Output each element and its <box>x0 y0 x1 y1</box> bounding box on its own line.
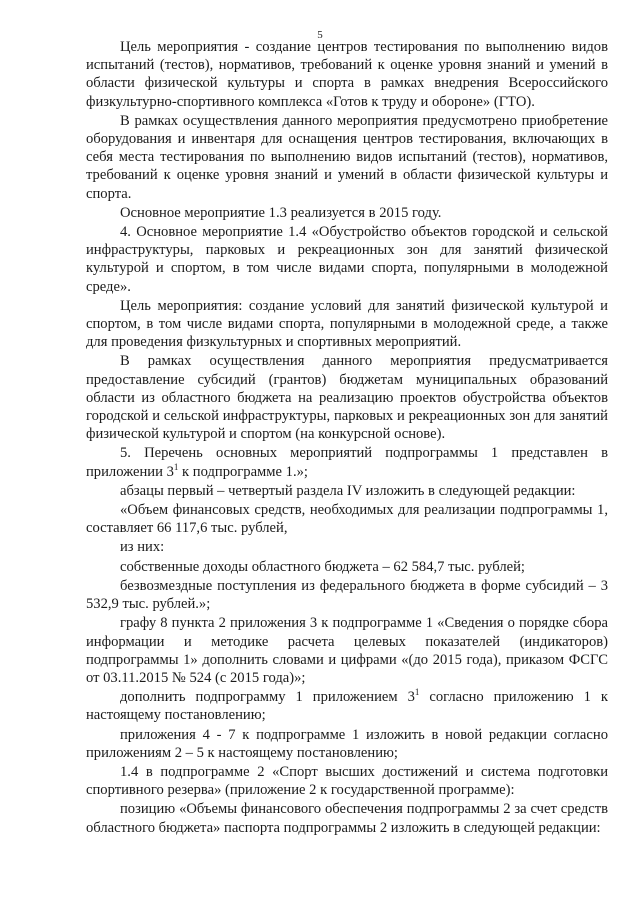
paragraph-list-of-events <box>86 444 608 480</box>
paragraph-subprogram-2: 1.4 в подпрограмме 2 «Спорт высших достижений и система подготовки спортивного резерва» (приложение 2 к государственной программе): <box>86 763 608 799</box>
p7-before: 5. Перечень основных мероприятий подпрограммы 1 представлен в приложении 3 <box>86 445 608 480</box>
paragraph-add-appendix <box>86 688 608 724</box>
paragraph-of-them: из них: <box>120 539 165 556</box>
p7-after: к подпрограмме 1.»; <box>178 463 308 480</box>
paragraph-position-funding: позицию «Объемы финансового обеспечения подпрограммы 2 за счет средств областного бюджета» паспорта подпрограммы 2 изложить в следующей редакции: <box>86 801 608 836</box>
paragraph-event-1-4: 4. Основное мероприятие 1.4 «Обустройство объектов городской и сельской инфраструктуры, парковых и рекреационных зон для занятий физической культурой и спортом, в том числе видами спорта, популярными в молодежной среде». <box>86 224 608 295</box>
document-body <box>86 38 608 837</box>
paragraph-funding-total: «Объем финансовых средств, необходимых для реализации подпрограммы 1, составляет 66 117,6 тыс. рублей, <box>86 502 608 537</box>
paragraph-column-8: графу 8 пункта 2 приложения 3 к подпрограмме 1 «Сведения о порядке сбора информации и методике расчета целевых показателей (индикаторов) подпрограммы 1» дополнить словами и цифрами «(до 2015 года), приказом ФСГС от 03.11.2015 № 524 (с 2015 года)»; <box>86 615 608 686</box>
paragraph-section-iv: абзацы первый – четвертый раздела IV изложить в следующей редакции: <box>120 482 576 499</box>
paragraph-goal-conditions: Цель мероприятия: создание условий для занятий физической культурой и спортом, в том числе видами спорта, популярными в молодежной среде, а также для проведения физкультурных и спортивных мероприятий. <box>86 297 608 351</box>
p14-superscript: 1 <box>414 687 420 698</box>
page-number: 5 <box>317 29 323 41</box>
p14-after: согласно приложению 1 к настоящему постановлению; <box>86 689 608 724</box>
paragraph-event-1-3: Основное мероприятие 1.3 реализуется в 2015 году. <box>120 204 442 221</box>
paragraph-subsidies: В рамках осуществления данного мероприятия предусматривается предоставление субсидий (грантов) бюджетам муниципальных образований области из областного бюджета на реализацию проектов обустройства объектов городской и сельской инфраструктуры, парковых и рекреационных зон для занятий физической культурой и спортом (на конкурсной основе). <box>86 353 608 443</box>
paragraph-own-revenues: собственные доходы областного бюджета – 62 584,7 тыс. рублей; <box>120 558 525 575</box>
p14-before: дополнить подпрограмму 1 приложением 3 <box>120 689 415 706</box>
paragraph-federal-subsidies: безвозмездные поступления из федерального бюджета в форме субсидий – 3 532,9 тыс. рублей.»; <box>86 577 608 613</box>
paragraph-equipment: В рамках осуществления данного мероприятия предусмотрено приобретение оборудования и инвентаря для оснащения центров тестирования, включающих в себя места тестирования по выполнению видов испытаний (тестов), нормативов, требований к оценке уровня знаний и умений в области физической культуры и спорта. <box>86 112 608 202</box>
paragraph-goal-gto: Цель мероприятия - создание центров тестирования по выполнению видов испытаний (тестов), нормативов, требований к оценке уровня знаний и умений в области физической культуры и спорта в рамках внедрения Всероссийского физкультурно-спортивного комплекса «Готов к труду и обороне» (ГТО). <box>86 39 608 110</box>
p7-superscript: 1 <box>173 461 179 472</box>
paragraph-appendices-4-7: приложения 4 - 7 к подпрограмме 1 изложить в новой редакции согласно приложениям 2 – 5 к настоящему постановлению; <box>86 726 608 761</box>
